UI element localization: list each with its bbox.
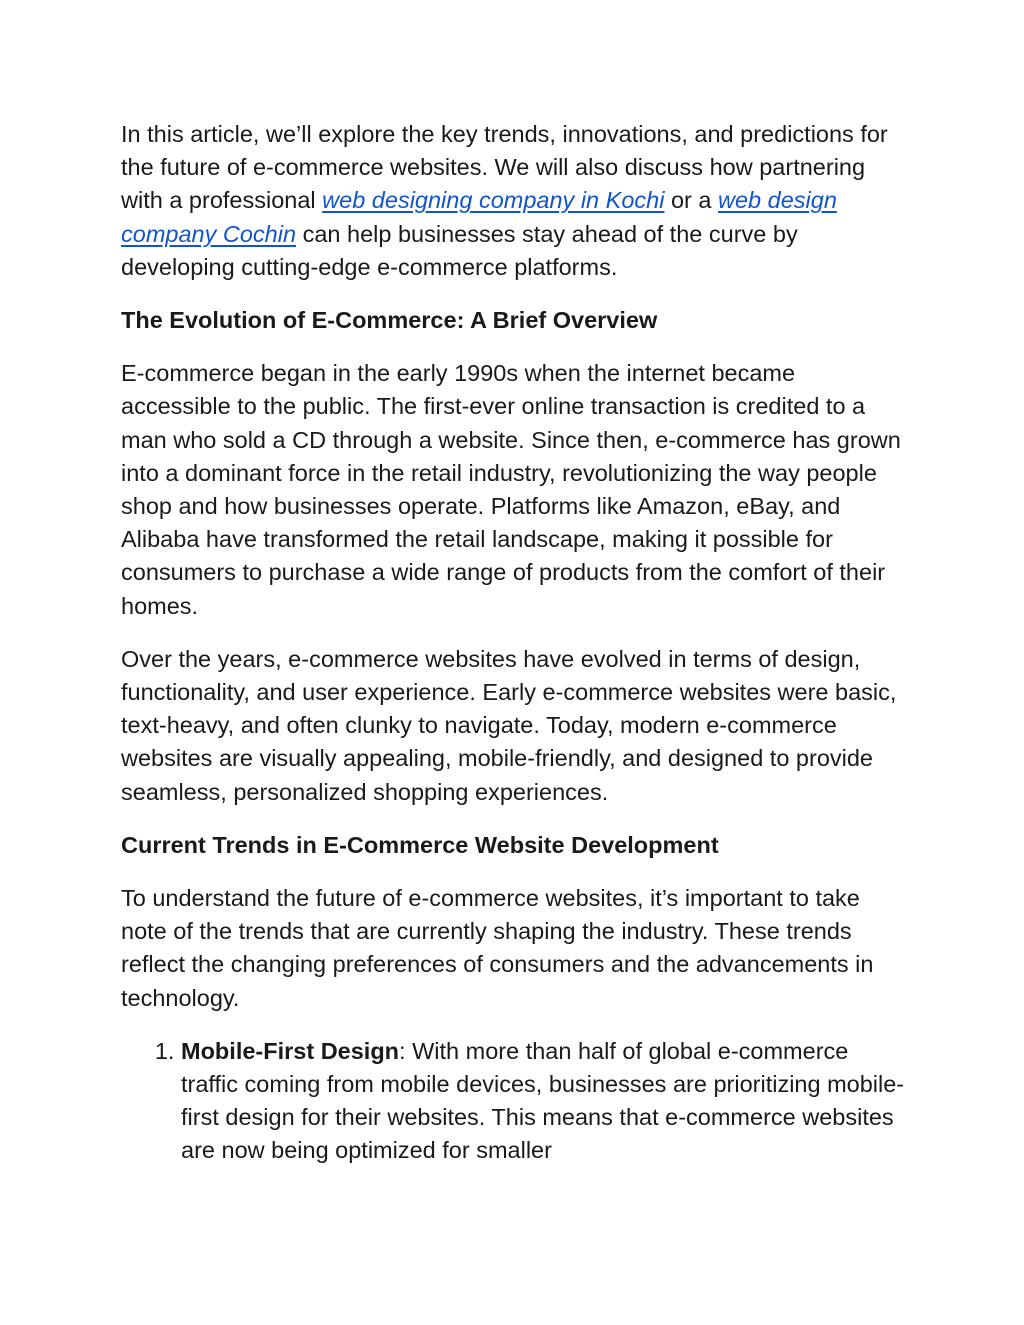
intro-paragraph: [121, 118, 911, 284]
intro-text-3: can help businesses stay ahead of the curve by developing cutting-edge e-commerce platforms.: [121, 220, 798, 280]
trends-list: [121, 1035, 911, 1168]
document-page: [121, 118, 911, 1168]
list-item: [181, 1035, 911, 1168]
list-item-title: Mobile-First Design: [181, 1037, 400, 1064]
intro-text-1: In this article, we’ll explore the key trends, innovations, and predictions for the future of e-commerce websites. We will also discuss how partnering with a professional: [121, 121, 888, 214]
trends-paragraph-1: To understand the future of e-commerce websites, it’s important to take note of the trends that are currently shaping the industry. These trends reflect the changing preferences of consumers and the advancements in technology.: [121, 885, 874, 1011]
evolution-paragraph-2: Over the years, e-commerce websites have evolved in terms of design, functionality, and user experience. Early e-commerce websites were basic, text-heavy, and often clunky to navigate. Today, modern e-commerce websites are visually appealing, mobile-friendly, and designed to provide seamless, personalized shopping experiences.: [121, 645, 897, 805]
section-heading-evolution: The Evolution of E-Commerce: A Brief Overview: [121, 307, 658, 334]
intro-text-2: or a: [664, 187, 718, 214]
web-designing-company-kochi-link[interactable]: web designing company in Kochi: [322, 187, 665, 214]
evolution-paragraph-1: E-commerce began in the early 1990s when the internet became accessible to the public. The first-ever online transaction is credited to a man who sold a CD through a website. Since then, e-commerce has grown into a dominant force in the retail industry, revolutionizing the way people shop and how businesses operate. Platforms like Amazon, eBay, and Alibaba have transformed the retail landscape, making it possible for consumers to purchase a wide range of products from the comfort of their homes.: [121, 360, 901, 619]
web-design-company-cochin-link[interactable]: web design company Cochin: [121, 187, 837, 247]
section-heading-current-trends: Current Trends in E-Commerce Website Development: [121, 831, 719, 858]
list-item-text: : With more than half of global e-commerce traffic coming from mobile devices, businesses are prioritizing mobile-first design for their websites. This means that e-commerce websites are now being optimized for smaller: [181, 1037, 905, 1164]
